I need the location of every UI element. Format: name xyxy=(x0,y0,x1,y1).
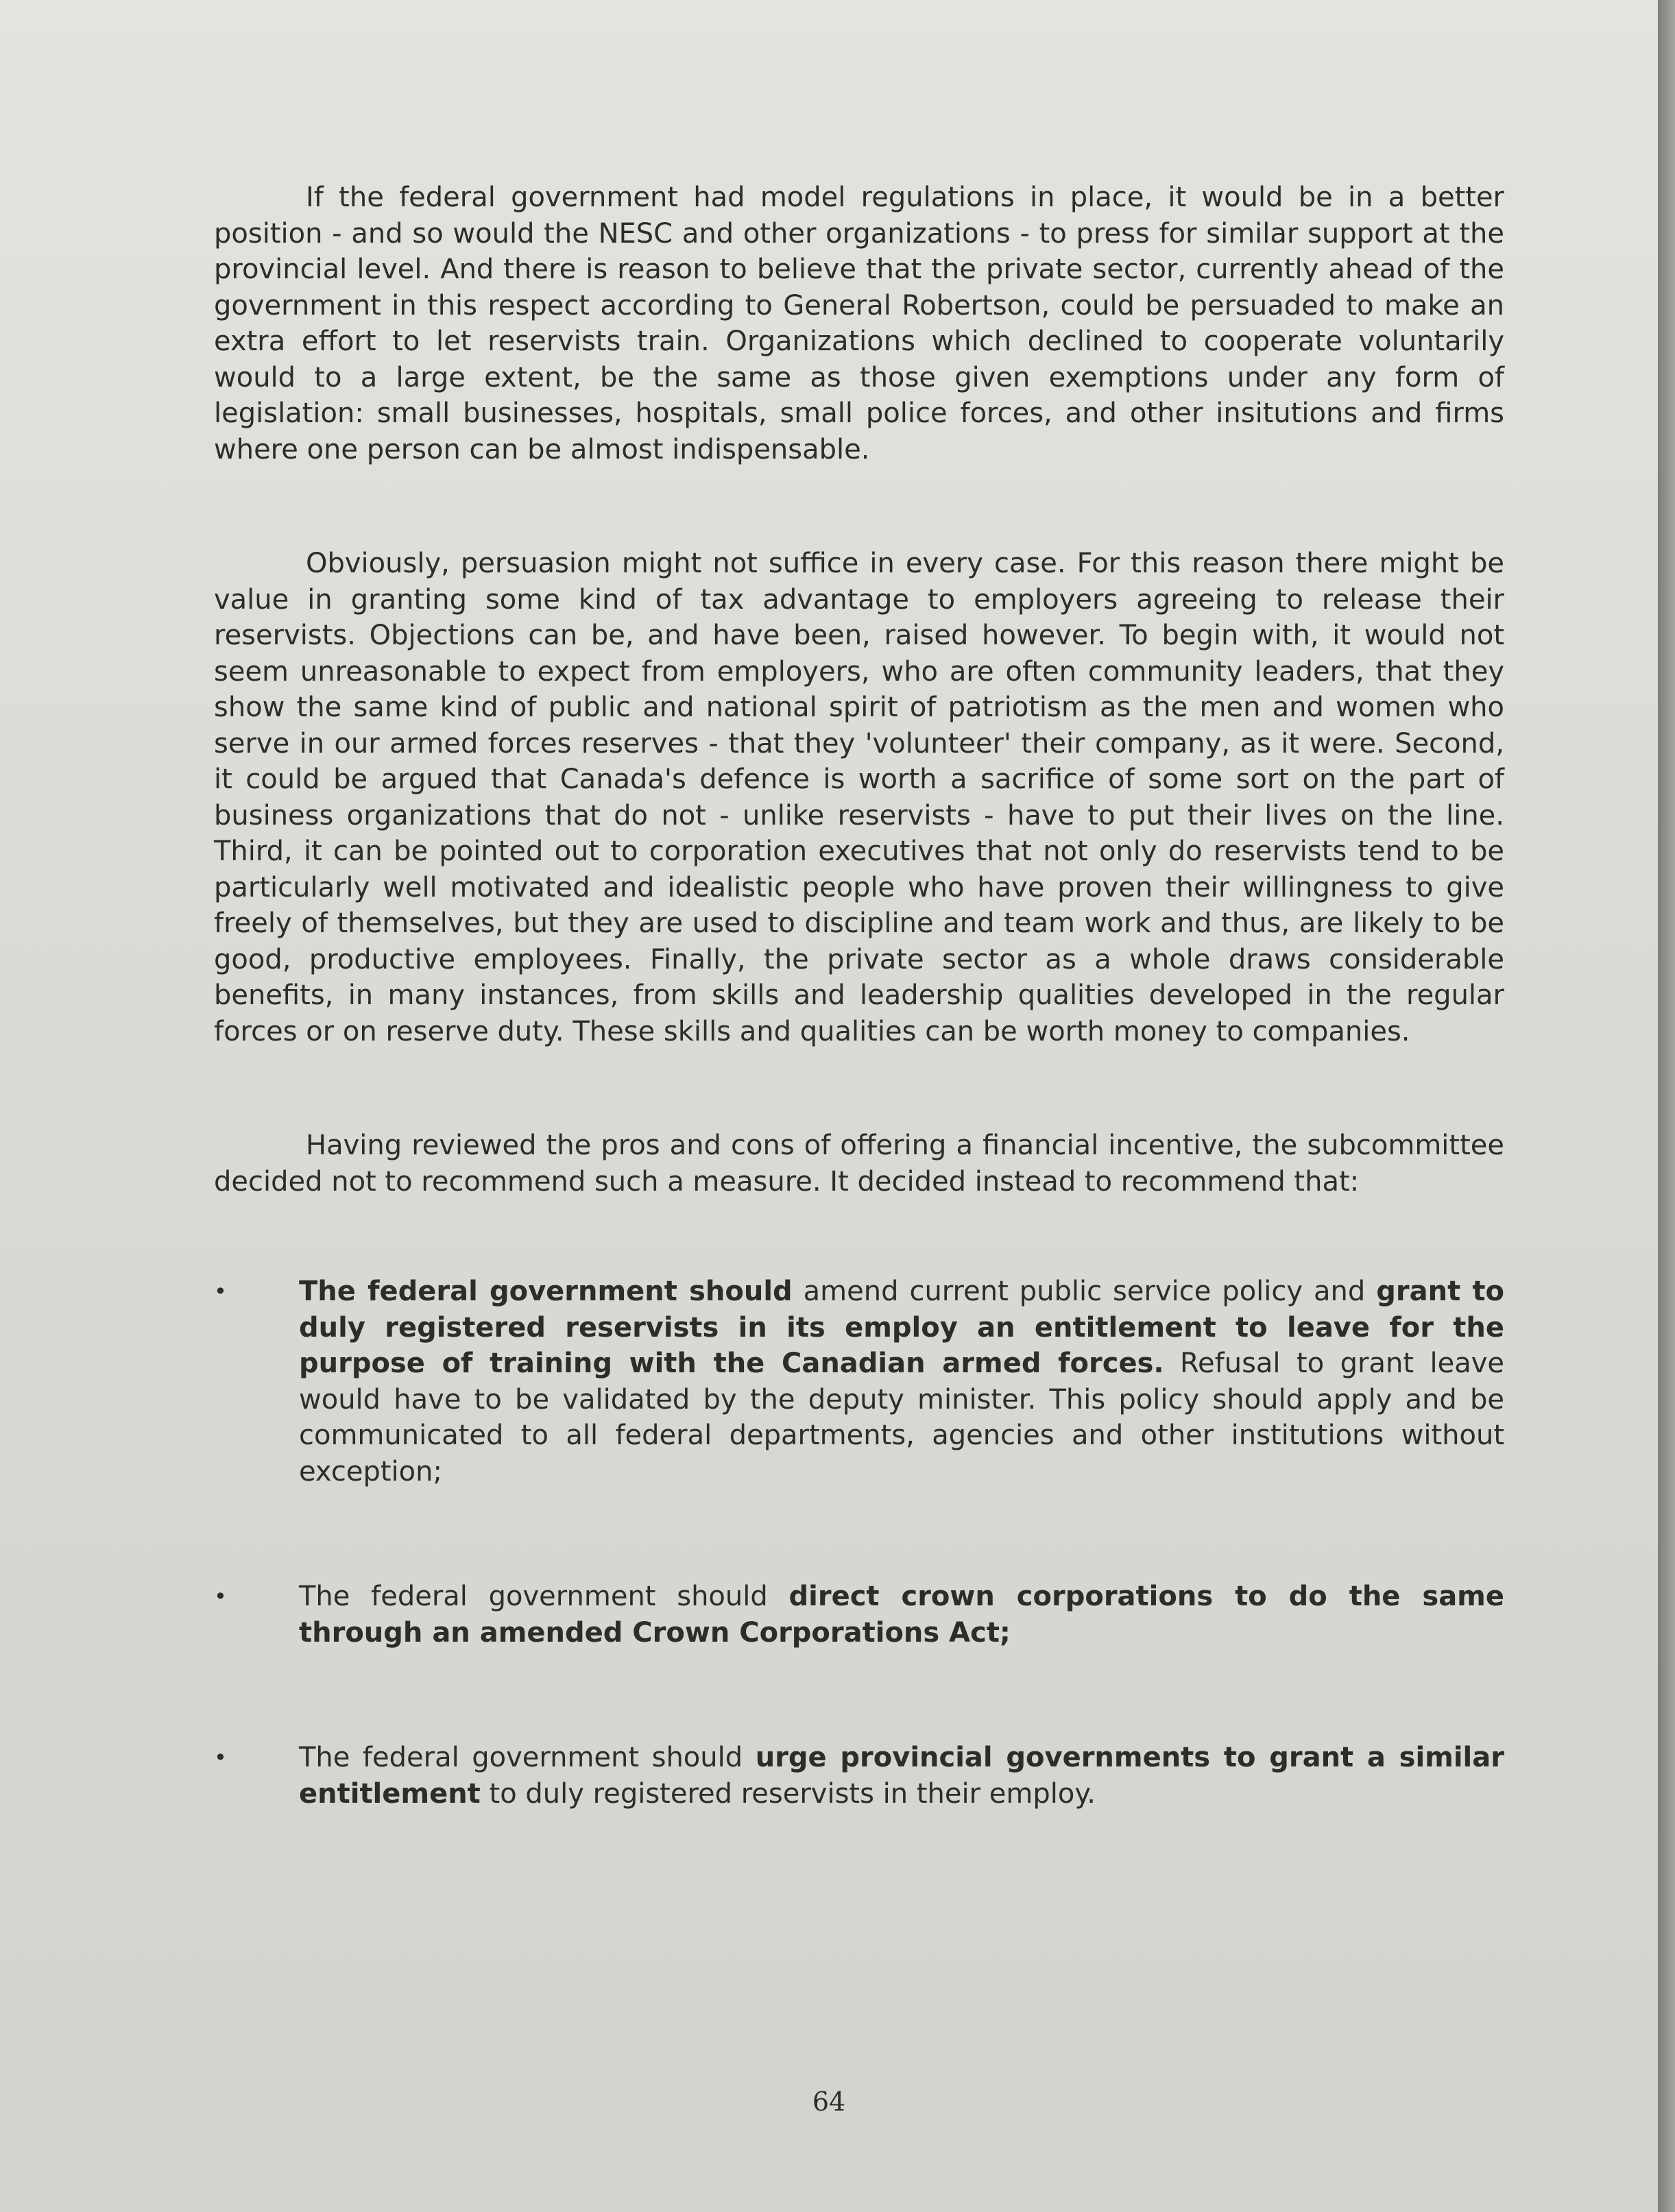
recommendation-text: The federal government should xyxy=(299,1742,756,1773)
recommendation-text: The federal government should xyxy=(299,1581,789,1612)
paragraph-recommend-intro: Having reviewed the pros and cons of offering a financial incentive, the subcommittee decided not to recommend such a measure. It decided instead to recommend that: xyxy=(214,1130,1504,1198)
recommendation-text: amend current public service policy and xyxy=(792,1276,1377,1307)
recommendation-bold: urge provincial governments to grant a similar entitlement xyxy=(299,1742,1504,1810)
bullet-icon: • xyxy=(214,1583,227,1609)
recommendation-item xyxy=(214,1740,1504,1812)
bullet-icon: • xyxy=(214,1745,227,1771)
bullet-icon: • xyxy=(214,1278,227,1304)
recommendation-item xyxy=(214,1579,1504,1651)
recommendation-bold: The federal government should xyxy=(299,1276,793,1307)
paragraph-model-regulations: If the federal government had model regulations in place, it would be in a better position - and so would the NESC and other organizations - to press for similar support at the provincial level. And there is reason to believe that the private sector, currently ahead of the government in this respect according to General Robertson, could be persuaded to make an extra effort to let reservists train. Organizations which declined to cooperate voluntarily would to a large extent, be the same as those given exemptions under any form of legislation: small businesses, hospitals, small police forces, and other insitutions and firms where one person can be almost indispensable. xyxy=(214,182,1504,465)
recommendation-bold: grant to duly registered reservists in its employ an entitlement to leave for the purpose of training with the Canadian armed forces. xyxy=(299,1276,1504,1379)
page-edge-shadow xyxy=(1658,0,1675,2212)
recommendation-text: to duly registered reservists in their employ. xyxy=(480,1777,1096,1810)
page-body xyxy=(214,180,1504,1901)
page-number: 64 xyxy=(812,2087,846,2117)
recommendation-text: Refusal to grant leave would have to be validated by the deputy minister. This policy should apply and be communicated to all federal departments, agencies and other institutions without exception; xyxy=(299,1348,1504,1487)
recommendation-item xyxy=(214,1274,1504,1490)
recommendation-bold: direct crown corporations to do the same through an amended Crown Corporations Act; xyxy=(299,1581,1504,1649)
paragraph-persuasion: Obviously, persuasion might not suffice in every case. For this reason there might be value in granting some kind of tax advantage to employers agreeing to release their reservists. Objections can be, and have been, raised however. To begin with, it would not seem unreasonable to expect from employers, who are often community leaders, that they show the same kind of public and national spirit of patriotism as the men and women who serve in our armed forces reserves - that they 'volunteer' their company, as it were. Second, it could be argued that Canada's defence is worth a sacrifice of some sort on the part of business organizations that do not - unlike reservists - have to put their lives on the line. Third, it can be pointed out to corporation executives that not only do reservists tend to be particularly well motivated and idealistic people who have proven their willingness to give freely of themselves, but they are used to discipline and team work and thus, are likely to be good, productive employees. Finally, the private sector as a whole draws considerable benefits, in many instances, from skills and leadership qualities developed in the regular forces or on reserve duty. These skills and qualities can be worth money to companies. xyxy=(214,548,1504,1047)
